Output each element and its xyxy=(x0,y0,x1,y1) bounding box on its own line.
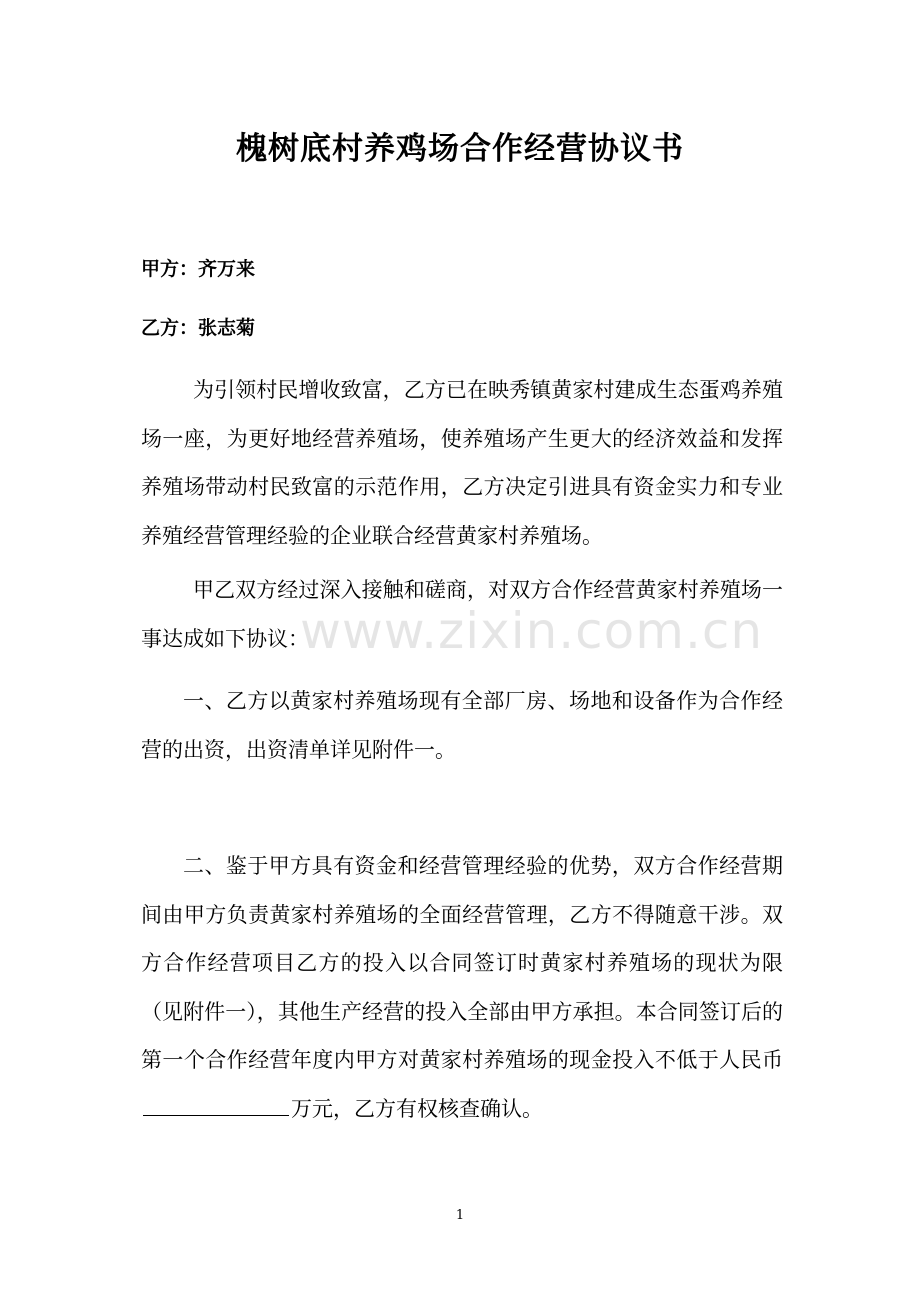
clause-two xyxy=(141,842,783,1133)
party-a-line: 甲方：齐万来 xyxy=(141,258,256,280)
clause-two-tail: 万元，乙方有权核查确认。 xyxy=(291,1096,543,1121)
document-title: 槐树底村养鸡场合作经营协议书 xyxy=(236,131,684,167)
party-b-line: 乙方：张志菊 xyxy=(141,317,256,339)
page-number: 1 xyxy=(455,1208,465,1223)
paragraph-agreement: 甲乙双方经过深入接触和磋商，对双方合作经营黄家村养殖场一事达成如下协议： xyxy=(141,578,783,651)
amount-blank-underline xyxy=(143,1095,289,1116)
clause-two-text: 二、鉴于甲方具有资金和经营管理经验的优势，双方合作经营期间由甲方负责黄家村养殖场的全面经营管理，乙方不得随意干涉。双方合作经营项目乙方的投入以合同签订时黄家村养殖场的现状为限（见附件一），其他生产经营的投入全部由甲方承担。本合同签订后的第一个合作经营年度内甲方对黄家村养殖场的现金投入不低于人民币 xyxy=(141,854,783,1072)
clause-one: 一、乙方以黄家村养殖场现有全部厂房、场地和设备作为合作经营的出资，出资清单详见附件一。 xyxy=(141,689,783,762)
watermark: www.zixin.com.cn xyxy=(300,602,764,660)
paragraph-intro: 为引领村民增收致富，乙方已在映秀镇黄家村建成生态蛋鸡养殖场一座，为更好地经营养殖场，使养殖场产生更大的经济效益和发挥养殖场带动村民致富的示范作用，乙方决定引进具有资金实力和专业养殖经营管理经验的企业联合经营黄家村养殖场。 xyxy=(141,378,783,548)
